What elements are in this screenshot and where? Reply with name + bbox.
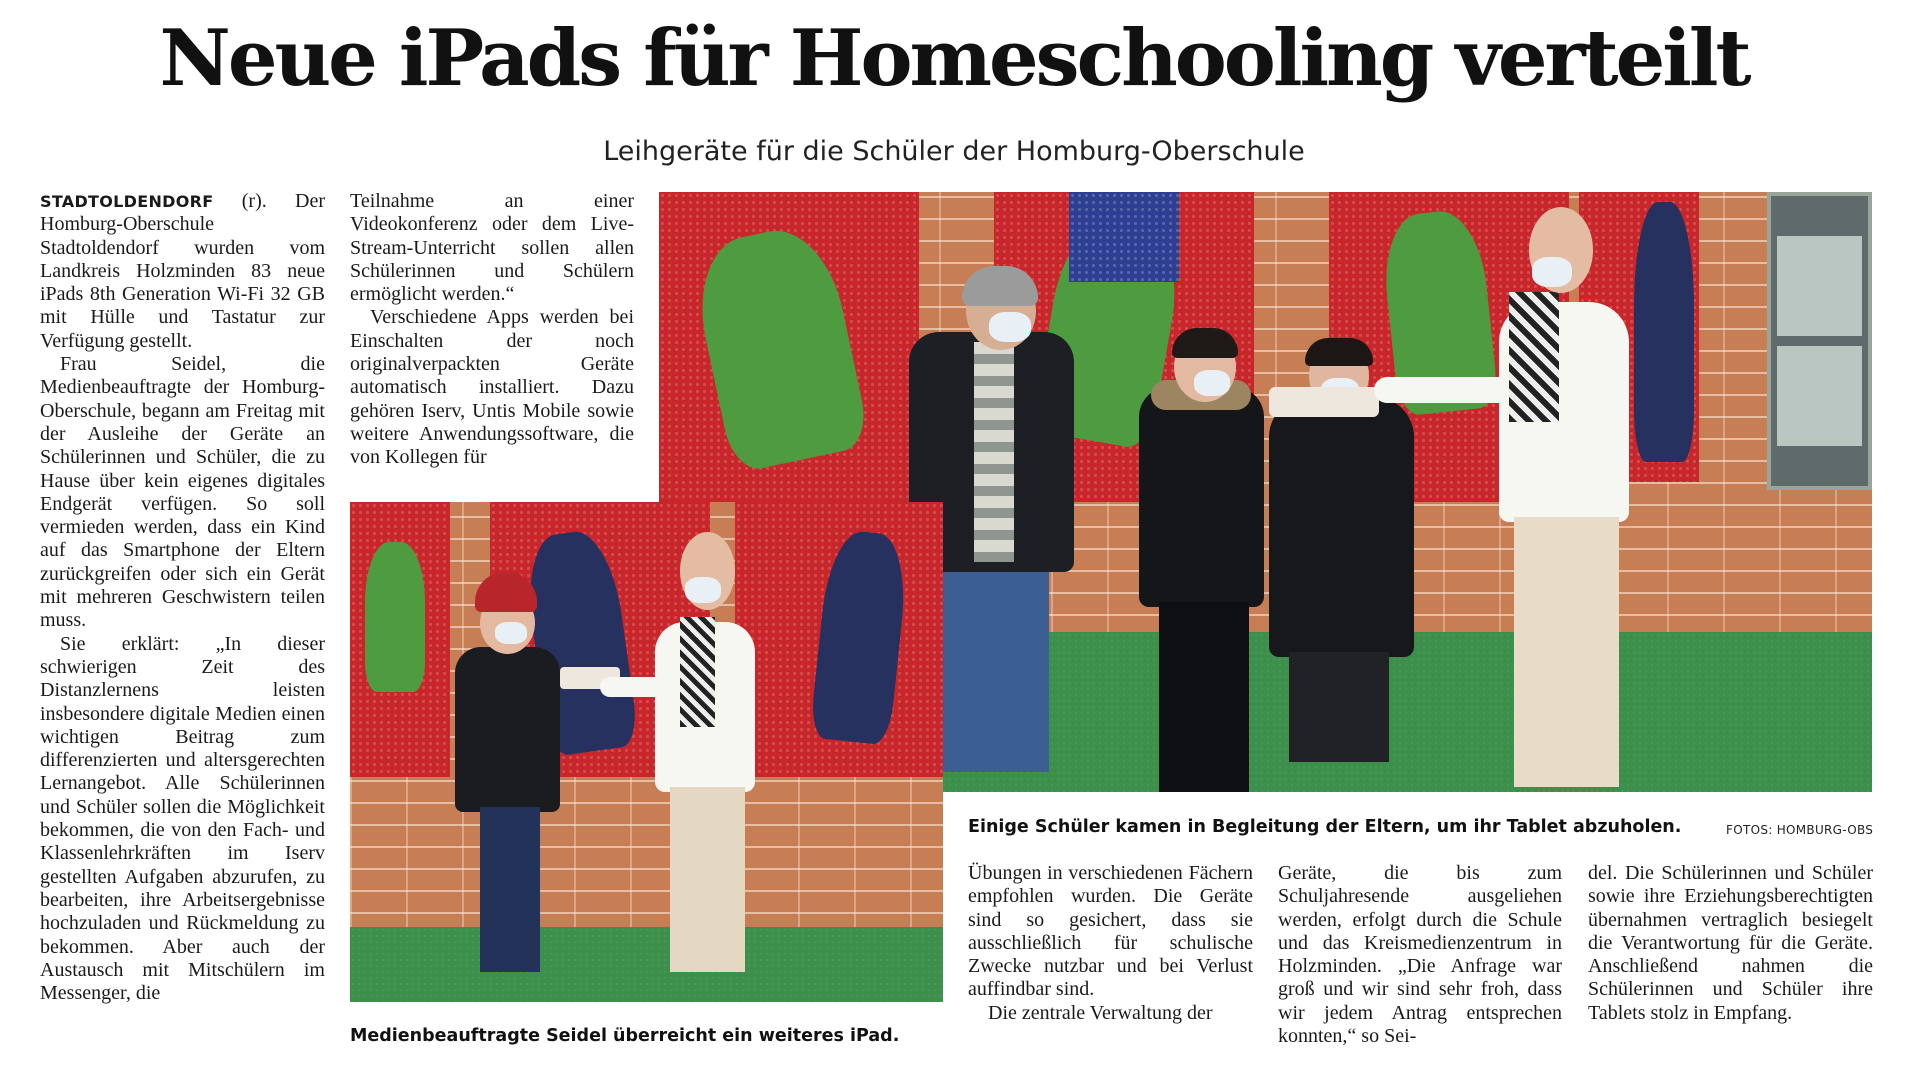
caption-large-photo: Einige Schüler kamen in Begleitung der Eltern, um ihr Tablet abzuholen. [968,817,1682,837]
window [1767,192,1872,490]
article-column-5 [1588,862,1873,1025]
caption-small-photo: Medienbeauftragte Seidel überreicht ein weiteres iPad. [350,1026,900,1046]
article-paragraph [40,190,325,353]
article-column-3 [968,862,1253,1025]
mural-panel [1069,192,1179,282]
article-paragraph: Die zentrale Verwaltung der [988,1001,1213,1024]
dateline: STADTOLDENDORF [40,192,214,211]
student-boy [1139,332,1269,792]
teacher-seidel [1494,207,1634,787]
article-paragraph: Übungen in verschiedenen Fächern empfohlen wurden. Die Geräte sind so gesichert, dass sie ausschließlich für schulische Zwecke nutzbar und bei Verlust auffindbar sind. [968,862,1253,1001]
article-text: (r). Der Homburg-Oberschule Stadtoldendorf wurden vom Landkreis Holzminden 83 neue iPads 8th Generation Wi-Fi 32 GB mit Hülle und Tastatur zur Verfügung gestellt. [40,190,325,352]
mural-figure [1634,202,1694,462]
article-paragraph: Geräte, die bis zum Schuljahresende ausgeliehen werden, erfolgt durch die Schule und das Kreismedienzentrum in Holzminden. „Die Anfrage war groß und wir sind sehr froh, dass wir jedem Antrag entsprechen konnten,“ so Sei- [1278,862,1562,1048]
article-column-1 [40,190,325,1005]
article-paragraph: Teilnahme an einer Videokonferenz oder dem Live-Stream-Unterricht sollen allen Schülerinnen und Schülern ermöglicht werden.“ [350,190,634,306]
teacher-seidel [640,532,770,982]
mural-figure [365,542,425,692]
article-paragraph: Verschiedene Apps werden bei Einschalten der noch originalverpackten Geräte automatisch installiert. Dazu gehören Iserv, Untis Mobile sowie weitere Anwendungssoftware, die von Kollegen für [350,306,634,469]
ipad-box [1269,387,1379,417]
subheadline: Leihgeräte für die Schüler der Homburg-Oberschule [603,136,1305,167]
article-paragraph: Frau Seidel, die Medienbeauftragte der Homburg-Oberschule, begann am Freitag mit der Ausleihe der Geräte an Schülerinnen und Schüler, die zu Hause über kein eigenes digitales Endgerät verfügen. So soll vermieden werden, dass ein Kind auf das Smartphone der Eltern zurückgreifen oder sich ein Gerät mit mehreren Geschwistern teilen muss. [40,353,325,632]
article-paragraph: Sie erklärt: „In dieser schwierigen Zeit des Distanzlernens leisten insbesondere digitale Medien einen wichtigen Beitrag zum differenzierten und altersgerechten Lernangebot. Alle Schülerinnen und Schüler sollen die Möglichkeit bekommen, die von den Fach- und Klassenlehrkräften im Iserv gestellten Aufgaben abzurufen, zu bearbeiten, ihre Arbeitsergebnisse hochzuladen und Rückmeldung zu bekommen. Aber auch der Austausch mit Mitschülern im Messenger, die [40,632,325,1005]
photo-teacher-hands-ipad [350,502,943,1002]
article-paragraph: del. Die Schülerinnen und Schüler sowie ihre Erziehungsberechtigten übernahmen vertraglich besiegelt die Verantwortung für die Geräte. Anschließend nahmen die Schülerinnen und Schüler ihre Tablets stolz in Empfang. [1588,862,1873,1024]
photo-credit: FOTOS: HOMBURG-OBS [1726,823,1874,837]
student-red-hat [455,582,565,982]
article-column-2 [350,190,634,470]
article-column-4 [1278,862,1562,1048]
headline: Neue iPads für Homeschooling verteilt [159,13,1749,104]
